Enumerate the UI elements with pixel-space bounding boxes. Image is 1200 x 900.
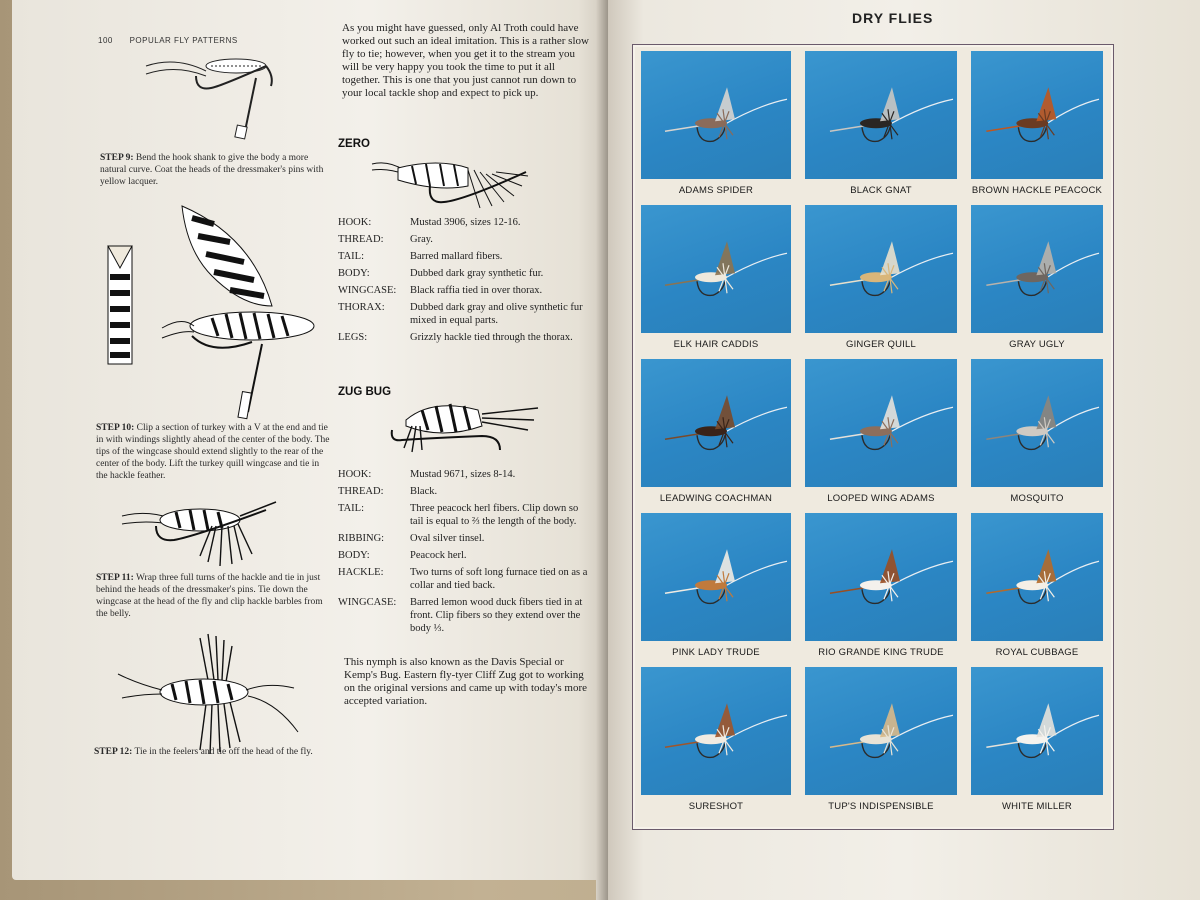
dry-flies-plate (632, 44, 1114, 830)
fly-plate-cell (805, 667, 957, 817)
fly-photo (641, 667, 791, 795)
recipe-row (338, 233, 594, 246)
left-page (12, 0, 608, 880)
recipe-row (338, 250, 594, 263)
recipe-row (338, 216, 594, 229)
recipe-key: BODY: (338, 268, 370, 279)
step-10-text: STEP 10: Clip a section of turkey with a V at the end and tie in with windings slightly ahead of the center of the body. The tips of the wingcase should extend slightly to the rear of the center of the body. Lift the turkey quill wingcase and tie in the hackle feather. (96, 423, 330, 481)
turkey-quill-section (108, 246, 132, 364)
intro-paragraph: As you might have guessed, only Al Troth could have worked out such an ideal imitation. This is a rather slow fly to tie; however, when you get it to the stream you will be very happy you took the time to put it all together. This is one that you just cannot run down to your local tackle shop and expect to pick up. (342, 22, 589, 99)
fly-name-caption: WHITE MILLER (1002, 801, 1072, 812)
recipe-value: Mustad 9671, sizes 8-14. (410, 469, 516, 480)
recipe-key: WINGCASE: (338, 597, 397, 608)
fly-plate-cell (971, 51, 1103, 201)
recipe-row (338, 301, 594, 327)
fly-body-with-wingcase (162, 312, 314, 419)
step-9-text: STEP 9: Bend the hook shank to give the body a more natural curve. Coat the heads of the dressmaker's pins with yellow lacquer. (100, 153, 324, 187)
fly-photo (971, 359, 1103, 487)
recipe-key: THORAX: (338, 302, 385, 313)
recipe-value: Dubbed dark gray synthetic fur. (410, 268, 544, 279)
zug-bug-recipe (338, 468, 594, 639)
fly-name-caption: TUP'S INDISPENSIBLE (828, 801, 934, 812)
recipe-row (338, 284, 594, 297)
fly-name-caption: GRAY UGLY (1009, 339, 1065, 350)
recipe-value: Black raffia tied in over thorax. (410, 285, 543, 296)
fly-plate-cell (641, 667, 791, 817)
recipe-value: Dubbed dark gray and olive synthetic fur mixed in equal parts. (410, 302, 583, 326)
step9-illustration (136, 46, 286, 146)
fly-name-caption: ADAMS SPIDER (678, 185, 754, 196)
recipe-key: THREAD: (338, 486, 384, 497)
recipe-value: Barred lemon wood duck fibers tied in at front. Clip fibers so they extend over the body ⅓. (410, 597, 583, 634)
fly-name-caption: BROWN HACKLE PEACOCK (971, 185, 1103, 196)
fly-plate-cell (805, 513, 957, 663)
recipe-key: WINGCASE: (338, 285, 397, 296)
recipe-value: Barred mallard fibers. (410, 251, 503, 262)
recipe-key: THREAD: (338, 234, 384, 245)
fly-plate-cell (971, 513, 1103, 663)
fly-plate-cell (971, 205, 1103, 355)
fly-plate-cell (641, 205, 791, 355)
fly-photo (805, 205, 957, 333)
recipe-row (338, 267, 594, 280)
recipe-key: BODY: (338, 550, 370, 561)
fly-plate-cell (805, 51, 957, 201)
fly-photo (641, 205, 791, 333)
fly-plate-cell (971, 359, 1103, 509)
turkey-feather (182, 206, 272, 306)
recipe-key: TAIL: (338, 503, 364, 514)
fly-name-caption: LEADWING COACHMAN (659, 493, 773, 504)
fly-name-caption: BLACK GNAT (850, 185, 912, 196)
fly-photo (641, 359, 791, 487)
recipe-key: LEGS: (338, 332, 368, 343)
fly-name-caption: SURESHOT (688, 801, 744, 812)
recipe-key: HOOK: (338, 469, 372, 480)
fly-plate-cell (641, 359, 791, 509)
recipe-value: Two turns of soft long furnace tied on as a collar and tied back. (410, 567, 588, 591)
fly-name-caption: RIO GRANDE KING TRUDE (818, 647, 944, 658)
fly-name-caption: LOOPED WING ADAMS (827, 493, 935, 504)
recipe-row (338, 566, 594, 592)
recipe-row (338, 596, 594, 635)
fly-name-caption: ROYAL CUBBAGE (995, 647, 1079, 658)
zero-nymph-illustration (368, 156, 538, 216)
recipe-row (338, 468, 594, 481)
recipe-value: Peacock herl. (410, 550, 467, 561)
step12-illustration (108, 632, 308, 762)
step-11-text: STEP 11: Wrap three full turns of the hackle and tie in just behind the heads of the dressmaker's pins. Tie down the wingcase at the head of the fly and clip hackle barbles from the belly. (96, 573, 323, 619)
recipe-row (338, 532, 594, 545)
recipe-key: TAIL: (338, 251, 364, 262)
zero-recipe (338, 216, 594, 348)
recipe-value: Mustad 3906, sizes 12-16. (410, 217, 521, 228)
recipe-key: HOOK: (338, 217, 372, 228)
fly-photo (641, 513, 791, 641)
fly-photo (971, 205, 1103, 333)
recipe-row (338, 331, 594, 344)
recipe-row (338, 549, 594, 562)
fly-photo (805, 51, 957, 179)
fly-photo (805, 513, 957, 641)
recipe-value: Oval silver tinsel. (410, 533, 485, 544)
fly-photo (971, 513, 1103, 641)
step-12-text: STEP 12: Tie in the feelers and tie off the head of the fly. (94, 747, 313, 757)
fly-name-caption: ELK HAIR CADDIS (673, 339, 759, 350)
fly-photo (971, 667, 1103, 795)
step11-illustration (116, 496, 296, 574)
fly-plate-cell (641, 513, 791, 663)
fly-photo (805, 667, 957, 795)
fly-name-caption: GINGER QUILL (846, 339, 916, 350)
fly-plate-cell (805, 359, 957, 509)
page-number: 100 (98, 36, 113, 45)
fly-photo (971, 51, 1103, 179)
recipe-value: Three peacock herl fibers. Clip down so tail is equal to ⅔ the length of the body. (410, 503, 579, 527)
pattern-title-zero: ZERO (338, 138, 370, 150)
fly-photo (805, 359, 957, 487)
recipe-row (338, 485, 594, 498)
fly-plate-cell (805, 205, 957, 355)
recipe-key: HACKLE: (338, 567, 384, 578)
pattern-title-zug-bug: ZUG BUG (338, 386, 392, 398)
zug-bug-illustration (382, 396, 542, 458)
plate-title: DRY FLIES (852, 10, 934, 26)
recipe-value: Black. (410, 486, 438, 497)
fly-name-caption: MOSQUITO (1010, 493, 1064, 504)
recipe-row (338, 502, 594, 528)
recipe-value: Grizzly hackle tied through the thorax. (410, 332, 573, 343)
running-head-title: POPULAR FLY PATTERNS (129, 36, 238, 45)
fly-plate-cell (641, 51, 791, 201)
running-header (98, 36, 238, 45)
recipe-value: Gray. (410, 234, 433, 245)
fly-photo (641, 51, 791, 179)
fly-plate-cell (971, 667, 1103, 817)
step10-illustration (102, 196, 332, 426)
fly-name-caption: PINK LADY TRUDE (672, 647, 760, 658)
zug-bug-note: This nymph is also known as the Davis Special or Kemp's Bug. Eastern fly-tyer Cliff Zug got to working on the original versions and came up with today's more accepted variation. (344, 656, 588, 707)
recipe-key: RIBBING: (338, 533, 385, 544)
